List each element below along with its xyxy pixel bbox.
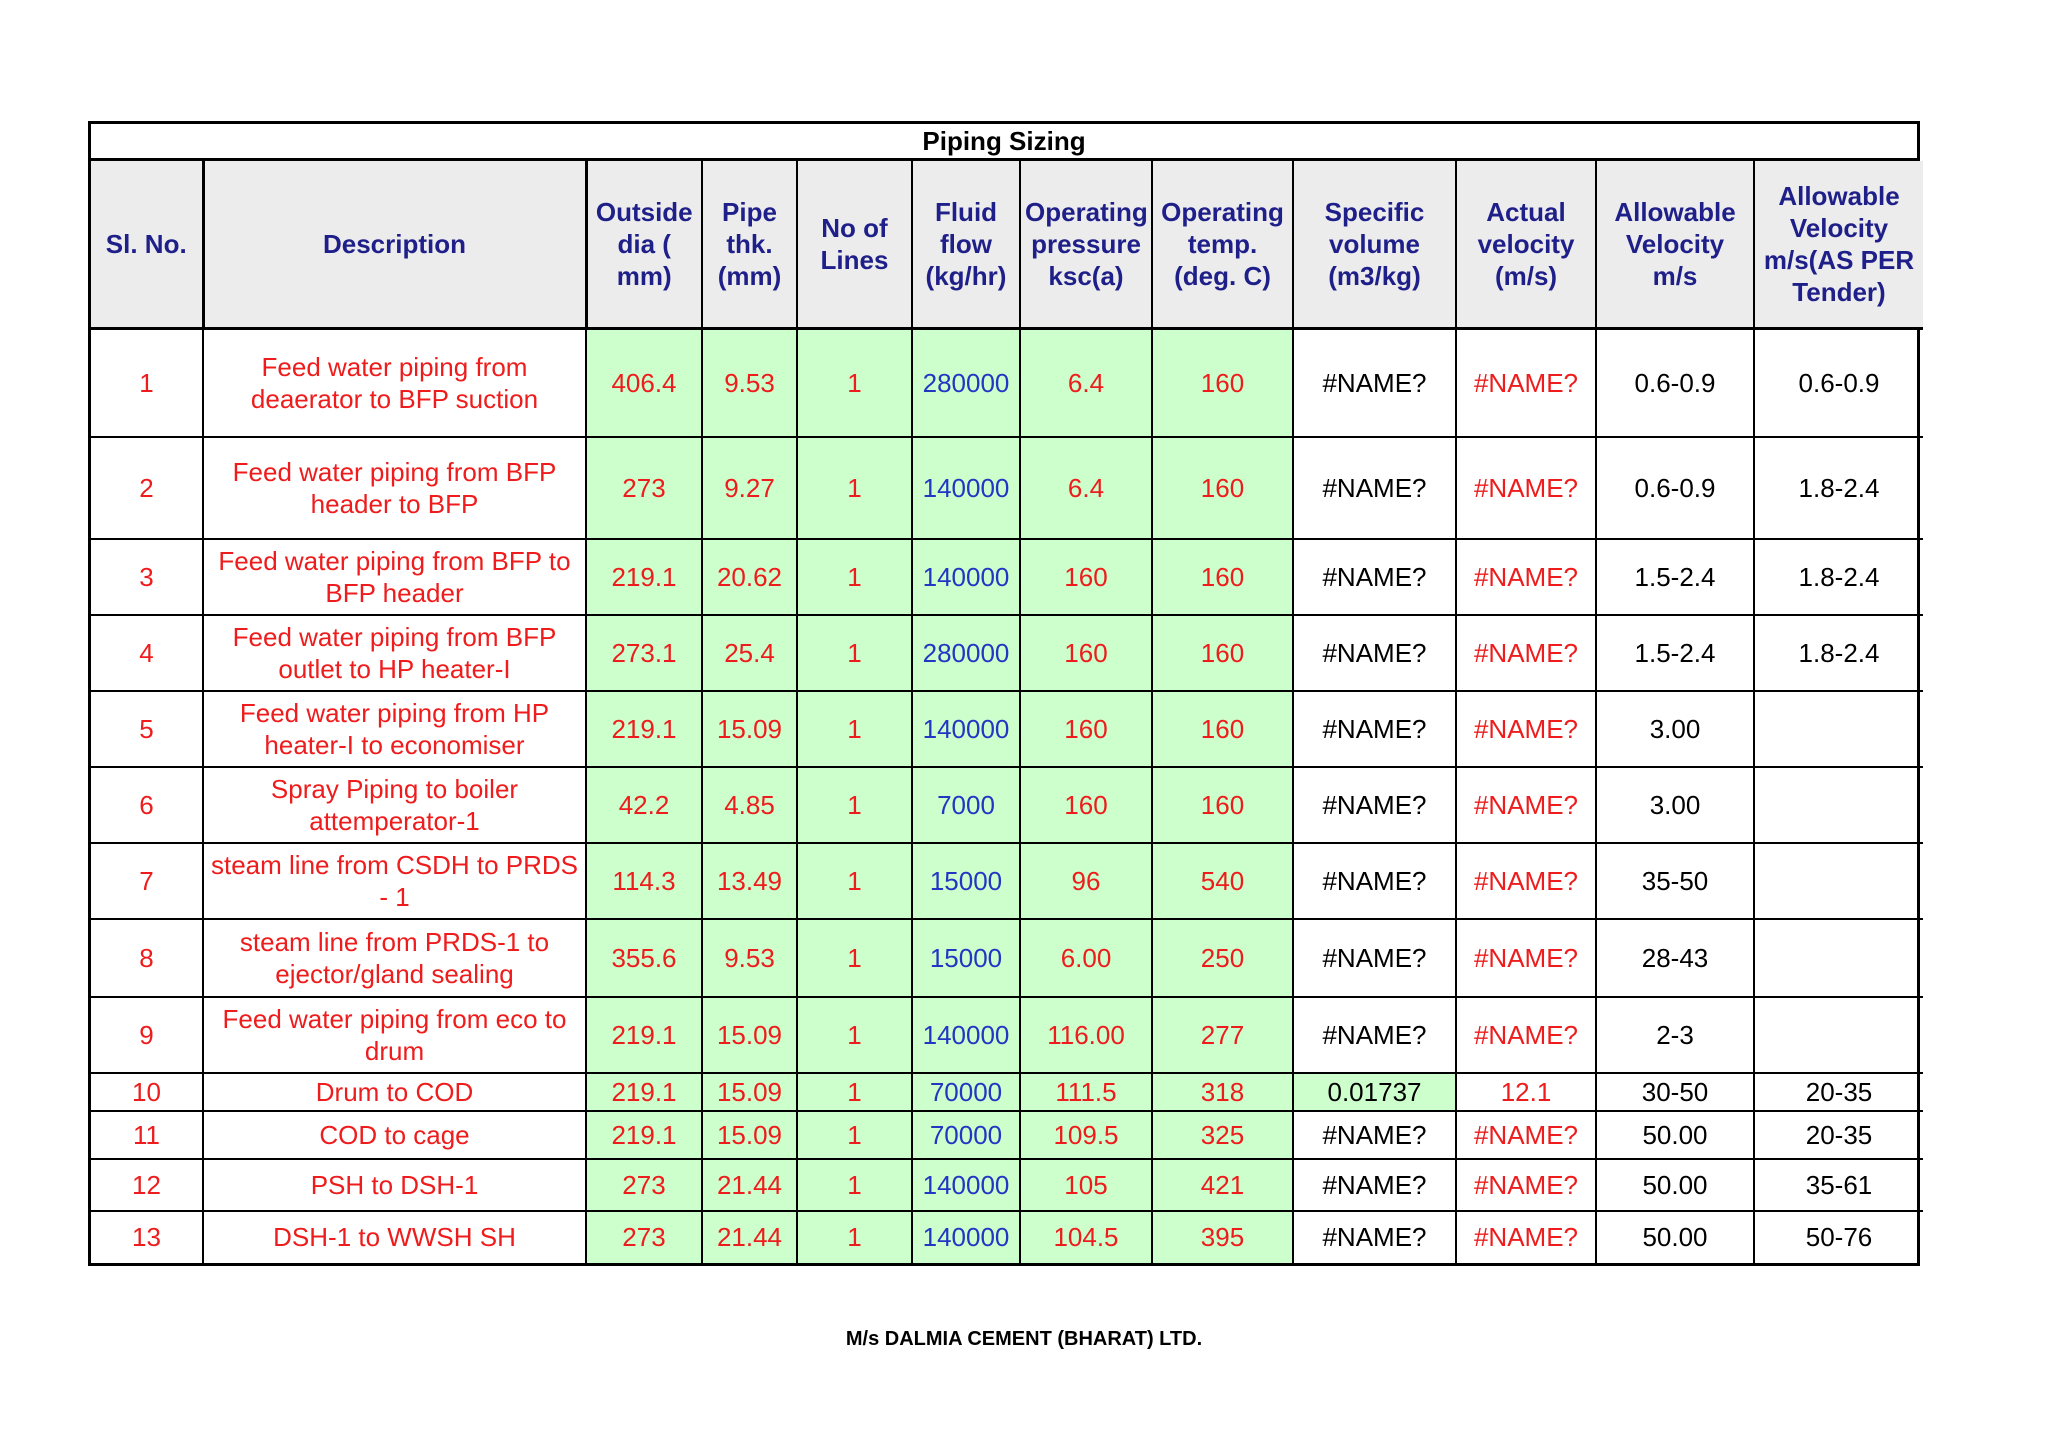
cell-operating-temp: 160 [1152,329,1293,437]
cell-fluid-flow: 280000 [912,329,1020,437]
cell-outside-dia: 219.1 [586,1111,702,1159]
cell-sl-no: 9 [91,997,203,1073]
cell-allowable-velocity-tender [1754,919,1923,997]
col-header-description: Description [203,161,586,329]
sheet-title: Piping Sizing [91,124,1917,161]
cell-pipe-thk: 15.09 [702,1073,797,1111]
cell-operating-pressure: 116.00 [1020,997,1152,1073]
col-header-fluid-flow: Fluid flow (kg/hr) [912,161,1020,329]
cell-allowable-velocity: 0.6-0.9 [1596,437,1754,539]
cell-actual-velocity: #NAME? [1456,767,1596,843]
cell-operating-temp: 160 [1152,767,1293,843]
cell-fluid-flow: 140000 [912,437,1020,539]
cell-sl-no: 5 [91,691,203,767]
cell-actual-velocity: #NAME? [1456,1159,1596,1211]
cell-operating-pressure: 160 [1020,767,1152,843]
cell-actual-velocity: #NAME? [1456,1211,1596,1263]
col-header-allowable-velocity-tender: Allowable Velocity m/s(AS PER Tender) [1754,161,1923,329]
cell-pipe-thk: 15.09 [702,997,797,1073]
cell-pipe-thk: 13.49 [702,843,797,919]
cell-operating-temp: 160 [1152,539,1293,615]
cell-allowable-velocity: 3.00 [1596,767,1754,843]
header-row [91,161,1923,329]
cell-fluid-flow: 140000 [912,539,1020,615]
col-header-outside-dia: Outside dia ( mm) [586,161,702,329]
cell-sl-no: 2 [91,437,203,539]
cell-no-of-lines: 1 [797,843,912,919]
cell-no-of-lines: 1 [797,1211,912,1263]
cell-sl-no: 10 [91,1073,203,1111]
cell-no-of-lines: 1 [797,1073,912,1111]
cell-description: Feed water piping from BFP header to BFP [203,437,586,539]
cell-fluid-flow: 140000 [912,997,1020,1073]
cell-outside-dia: 114.3 [586,843,702,919]
cell-sl-no: 11 [91,1111,203,1159]
table-row [91,767,1923,843]
cell-actual-velocity: #NAME? [1456,437,1596,539]
table-row [91,437,1923,539]
cell-operating-temp: 325 [1152,1111,1293,1159]
table-row [91,1073,1923,1111]
cell-fluid-flow: 15000 [912,919,1020,997]
cell-description: Feed water piping from deaerator to BFP suction [203,329,586,437]
cell-description: Drum to COD [203,1073,586,1111]
cell-actual-velocity: #NAME? [1456,1111,1596,1159]
table-row [91,1211,1923,1263]
cell-outside-dia: 42.2 [586,767,702,843]
cell-operating-pressure: 104.5 [1020,1211,1152,1263]
cell-description: COD to cage [203,1111,586,1159]
cell-operating-temp: 160 [1152,437,1293,539]
table-row [91,997,1923,1073]
cell-specific-volume: #NAME? [1293,437,1456,539]
cell-description: Feed water piping from BFP outlet to HP heater-I [203,615,586,691]
col-header-operating-temp: Operating temp. (deg. C) [1152,161,1293,329]
cell-pipe-thk: 9.53 [702,329,797,437]
col-header-allowable-velocity: Allowable Velocity m/s [1596,161,1754,329]
cell-fluid-flow: 70000 [912,1111,1020,1159]
cell-fluid-flow: 140000 [912,1211,1020,1263]
cell-operating-pressure: 6.00 [1020,919,1152,997]
cell-outside-dia: 219.1 [586,1073,702,1111]
cell-operating-pressure: 111.5 [1020,1073,1152,1111]
cell-operating-temp: 318 [1152,1073,1293,1111]
cell-outside-dia: 273 [586,437,702,539]
cell-outside-dia: 355.6 [586,919,702,997]
cell-no-of-lines: 1 [797,767,912,843]
piping-table [91,161,1923,1263]
cell-actual-velocity: #NAME? [1456,843,1596,919]
cell-description: steam line from PRDS-1 to ejector/gland sealing [203,919,586,997]
cell-allowable-velocity: 30-50 [1596,1073,1754,1111]
cell-no-of-lines: 1 [797,997,912,1073]
cell-description: Feed water piping from BFP to BFP header [203,539,586,615]
cell-pipe-thk: 21.44 [702,1159,797,1211]
cell-operating-pressure: 105 [1020,1159,1152,1211]
cell-sl-no: 13 [91,1211,203,1263]
cell-operating-pressure: 160 [1020,615,1152,691]
cell-fluid-flow: 7000 [912,767,1020,843]
cell-allowable-velocity: 1.5-2.4 [1596,539,1754,615]
cell-actual-velocity: #NAME? [1456,329,1596,437]
cell-pipe-thk: 4.85 [702,767,797,843]
cell-pipe-thk: 9.27 [702,437,797,539]
cell-outside-dia: 219.1 [586,539,702,615]
cell-no-of-lines: 1 [797,615,912,691]
cell-fluid-flow: 140000 [912,691,1020,767]
cell-pipe-thk: 25.4 [702,615,797,691]
cell-allowable-velocity-tender: 20-35 [1754,1073,1923,1111]
cell-operating-pressure: 109.5 [1020,1111,1152,1159]
col-header-sl: Sl. No. [91,161,203,329]
cell-description: steam line from CSDH to PRDS - 1 [203,843,586,919]
cell-description: Feed water piping from eco to drum [203,997,586,1073]
cell-operating-temp: 421 [1152,1159,1293,1211]
cell-description: Feed water piping from HP heater-I to economiser [203,691,586,767]
cell-sl-no: 8 [91,919,203,997]
table-body [91,329,1923,1263]
cell-specific-volume: #NAME? [1293,919,1456,997]
cell-operating-pressure: 96 [1020,843,1152,919]
cell-no-of-lines: 1 [797,329,912,437]
cell-sl-no: 12 [91,1159,203,1211]
cell-operating-pressure: 160 [1020,691,1152,767]
col-header-operating-pressure: Operating pressure ksc(a) [1020,161,1152,329]
cell-specific-volume: #NAME? [1293,1111,1456,1159]
table-row [91,1111,1923,1159]
cell-allowable-velocity: 50.00 [1596,1111,1754,1159]
cell-operating-pressure: 160 [1020,539,1152,615]
cell-outside-dia: 273 [586,1159,702,1211]
cell-actual-velocity: #NAME? [1456,615,1596,691]
cell-actual-velocity: #NAME? [1456,691,1596,767]
cell-specific-volume: #NAME? [1293,329,1456,437]
cell-sl-no: 7 [91,843,203,919]
cell-no-of-lines: 1 [797,539,912,615]
cell-actual-velocity: #NAME? [1456,919,1596,997]
table-row [91,615,1923,691]
cell-outside-dia: 273.1 [586,615,702,691]
cell-actual-velocity: 12.1 [1456,1073,1596,1111]
table-row [91,691,1923,767]
cell-allowable-velocity: 0.6-0.9 [1596,329,1754,437]
cell-sl-no: 3 [91,539,203,615]
cell-allowable-velocity: 2-3 [1596,997,1754,1073]
cell-fluid-flow: 140000 [912,1159,1020,1211]
cell-outside-dia: 219.1 [586,997,702,1073]
cell-allowable-velocity-tender: 20-35 [1754,1111,1923,1159]
cell-specific-volume: #NAME? [1293,691,1456,767]
cell-description: DSH-1 to WWSH SH [203,1211,586,1263]
table-row [91,843,1923,919]
cell-actual-velocity: #NAME? [1456,997,1596,1073]
cell-allowable-velocity-tender: 50-76 [1754,1211,1923,1263]
cell-no-of-lines: 1 [797,437,912,539]
col-header-specific-volume: Specific volume (m3/kg) [1293,161,1456,329]
cell-specific-volume: #NAME? [1293,615,1456,691]
cell-pipe-thk: 21.44 [702,1211,797,1263]
cell-no-of-lines: 1 [797,691,912,767]
cell-allowable-velocity-tender [1754,691,1923,767]
table-row [91,919,1923,997]
cell-allowable-velocity: 28-43 [1596,919,1754,997]
cell-outside-dia: 273 [586,1211,702,1263]
cell-pipe-thk: 20.62 [702,539,797,615]
cell-allowable-velocity: 3.00 [1596,691,1754,767]
cell-allowable-velocity-tender: 1.8-2.4 [1754,539,1923,615]
cell-allowable-velocity-tender: 0.6-0.9 [1754,329,1923,437]
cell-sl-no: 4 [91,615,203,691]
cell-specific-volume: #NAME? [1293,843,1456,919]
company-footer: M/s DALMIA CEMENT (BHARAT) LTD. [845,1328,1203,1350]
cell-specific-volume: #NAME? [1293,1211,1456,1263]
cell-pipe-thk: 15.09 [702,1111,797,1159]
col-header-no-of-lines: No of Lines [797,161,912,329]
cell-fluid-flow: 280000 [912,615,1020,691]
cell-allowable-velocity-tender [1754,767,1923,843]
cell-sl-no: 1 [91,329,203,437]
cell-allowable-velocity-tender: 1.8-2.4 [1754,615,1923,691]
cell-no-of-lines: 1 [797,919,912,997]
cell-specific-volume: #NAME? [1293,997,1456,1073]
col-header-pipe-thk: Pipe thk. (mm) [702,161,797,329]
cell-specific-volume: #NAME? [1293,767,1456,843]
table-row [91,1159,1923,1211]
cell-allowable-velocity-tender: 1.8-2.4 [1754,437,1923,539]
cell-allowable-velocity: 1.5-2.4 [1596,615,1754,691]
cell-operating-temp: 160 [1152,691,1293,767]
cell-operating-pressure: 6.4 [1020,437,1152,539]
cell-actual-velocity: #NAME? [1456,539,1596,615]
cell-pipe-thk: 15.09 [702,691,797,767]
cell-operating-temp: 160 [1152,615,1293,691]
cell-allowable-velocity: 50.00 [1596,1159,1754,1211]
cell-outside-dia: 219.1 [586,691,702,767]
cell-fluid-flow: 70000 [912,1073,1020,1111]
cell-pipe-thk: 9.53 [702,919,797,997]
cell-allowable-velocity: 35-50 [1596,843,1754,919]
cell-specific-volume: #NAME? [1293,539,1456,615]
cell-sl-no: 6 [91,767,203,843]
cell-specific-volume: 0.01737 [1293,1073,1456,1111]
col-header-actual-velocity: Actual velocity (m/s) [1456,161,1596,329]
cell-no-of-lines: 1 [797,1159,912,1211]
cell-operating-temp: 395 [1152,1211,1293,1263]
cell-allowable-velocity-tender [1754,843,1923,919]
cell-operating-temp: 250 [1152,919,1293,997]
cell-allowable-velocity-tender [1754,997,1923,1073]
cell-description: PSH to DSH-1 [203,1159,586,1211]
cell-allowable-velocity: 50.00 [1596,1211,1754,1263]
cell-fluid-flow: 15000 [912,843,1020,919]
cell-allowable-velocity-tender: 35-61 [1754,1159,1923,1211]
cell-outside-dia: 406.4 [586,329,702,437]
cell-operating-temp: 540 [1152,843,1293,919]
cell-operating-temp: 277 [1152,997,1293,1073]
piping-sizing-sheet [88,121,1920,1266]
cell-description: Spray Piping to boiler attemperator-1 [203,767,586,843]
cell-specific-volume: #NAME? [1293,1159,1456,1211]
cell-operating-pressure: 6.4 [1020,329,1152,437]
table-row [91,329,1923,437]
table-row [91,539,1923,615]
cell-no-of-lines: 1 [797,1111,912,1159]
